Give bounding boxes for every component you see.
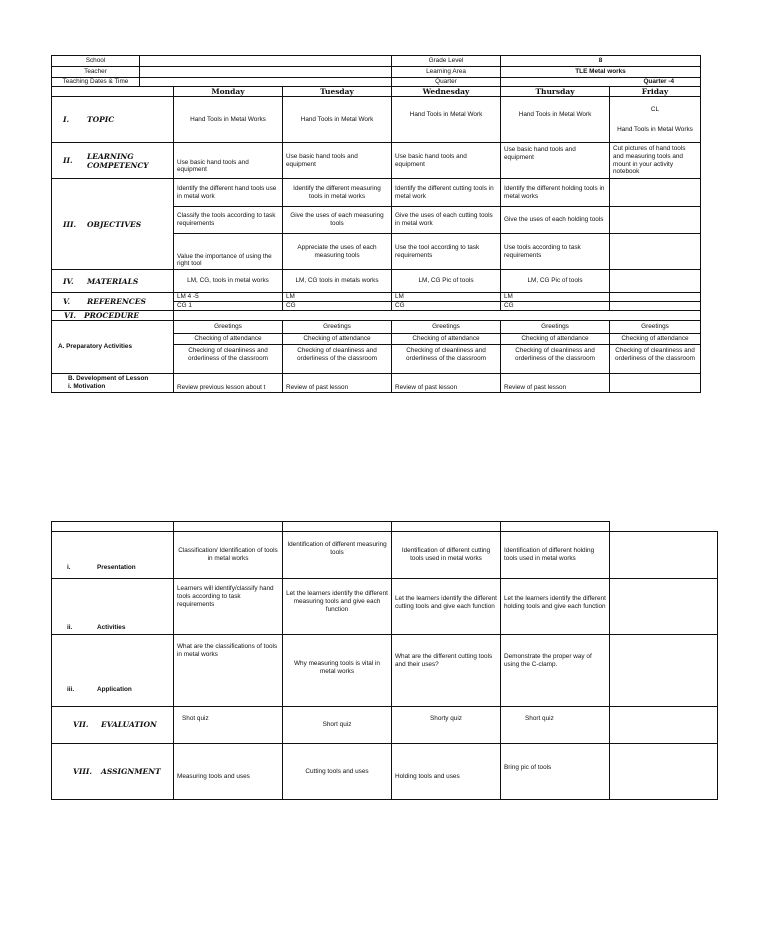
objective-1-monday: Identify the different hand tools use in metal work — [174, 179, 283, 207]
objective-3-tuesday: Appreciate the uses of each measuring tools — [283, 234, 392, 270]
cleanliness-monday: Checking of cleanliness and orderliness of the classroom — [174, 344, 283, 373]
lesson-plan-page-1 — [51, 55, 701, 393]
topic-monday: Hand Tools in Metal Works — [174, 97, 283, 143]
section-objectives: III. OBJECTIVES — [52, 179, 174, 270]
attendance-friday: Checking of attendance — [610, 333, 701, 344]
evaluation-monday: Shot quiz — [174, 707, 283, 744]
materials-thursday: LM, CG Pic of tools — [501, 270, 610, 293]
references-2-tuesday: CG — [283, 301, 392, 310]
presentation-wednesday: Identification of different cutting tools used in metal works — [392, 532, 501, 579]
section-evaluation: VII. EVALUATION — [52, 707, 174, 744]
motivation-monday: Review previous lesson about t — [174, 373, 283, 392]
assignment-friday — [610, 744, 718, 800]
references-2-friday — [610, 301, 701, 310]
materials-tuesday: LM, CG tools in metals works — [283, 270, 392, 293]
topic-wednesday: Hand Tools in Metal Work — [392, 97, 501, 143]
top-blank-4 — [392, 522, 501, 532]
activities-label: ii. Activities — [52, 579, 174, 635]
activities-monday: Learners will identify/classify hand tools according to task requirements — [174, 579, 283, 635]
objective-2-tuesday: Give the uses of each measuring tools — [283, 207, 392, 234]
grade-level-label: Grade Level — [392, 56, 501, 67]
evaluation-wednesday: Shorty quiz — [392, 707, 501, 744]
objective-2-monday: Classify the tools according to task requirements — [174, 207, 283, 234]
greetings-wednesday: Greetings — [392, 320, 501, 333]
quarter-value: Quarter -4 — [501, 78, 701, 87]
attendance-thursday: Checking of attendance — [501, 333, 610, 344]
materials-friday — [610, 270, 701, 293]
motivation-thursday: Review of past lesson — [501, 373, 610, 392]
references-1-wednesday: LM — [392, 293, 501, 302]
greetings-monday: Greetings — [174, 320, 283, 333]
presentation-label: i. Presentation — [52, 532, 174, 579]
objective-2-thursday: Give the uses of each holding tools — [501, 207, 610, 234]
section-topic: I. TOPIC — [52, 97, 174, 143]
presentation-monday: Classification/ Identification of tools in metal works — [174, 532, 283, 579]
learning-area-label: Learning Area — [392, 67, 501, 78]
section-procedure: VI. PROCEDURE — [52, 310, 174, 320]
quarter-label: Quarter — [392, 78, 501, 87]
activities-friday — [610, 579, 718, 635]
cleanliness-friday: Checking of cleanliness and orderliness of the classroom — [610, 344, 701, 373]
assignment-monday: Measuring tools and uses — [174, 744, 283, 800]
attendance-tuesday: Checking of attendance — [283, 333, 392, 344]
top-blank-5 — [501, 522, 610, 532]
dates-value — [140, 78, 392, 87]
application-monday: What are the classifications of tools in metal works — [174, 635, 283, 707]
day-tuesday: Tuesday — [283, 87, 392, 97]
motivation-friday — [610, 373, 701, 392]
activities-wednesday: Let the learners identify the different cutting tools and give each function — [392, 579, 501, 635]
competency-tuesday: Use basic hand tools and equipment — [283, 143, 392, 179]
presentation-tuesday: Identification of different measuring tools — [283, 532, 392, 579]
cleanliness-thursday: Checking of cleanliness and orderliness of the classroom — [501, 344, 610, 373]
school-value — [140, 56, 392, 67]
objective-1-thursday: Identify the different holding tools in metal works — [501, 179, 610, 207]
procedure-blank — [174, 310, 701, 320]
evaluation-thursday: Short quiz — [501, 707, 610, 744]
presentation-friday — [610, 532, 718, 579]
teacher-label: Teacher — [52, 67, 140, 78]
assignment-tuesday: Cutting tools and uses — [283, 744, 392, 800]
activities-thursday: Let the learners identify the different holding tools and give each function — [501, 579, 610, 635]
objective-3-thursday: Use tools according to task requirements — [501, 234, 610, 270]
assignment-thursday: Bring pic of tools — [501, 744, 610, 800]
references-1-monday: LM 4 -5 — [174, 293, 283, 302]
top-blank-1 — [52, 522, 174, 532]
application-friday — [610, 635, 718, 707]
cleanliness-wednesday: Checking of cleanliness and orderliness of the classroom — [392, 344, 501, 373]
section-assignment: VIII. ASSIGNMENT — [52, 744, 174, 800]
objective-2-friday — [610, 207, 701, 234]
topic-friday: CL Hand Tools in Metal Works — [610, 97, 701, 143]
motivation-wednesday: Review of past lesson — [392, 373, 501, 392]
lesson-plan-page-2 — [51, 521, 718, 800]
learning-area-value: TLE Metal works — [501, 67, 701, 78]
topic-tuesday: Hand Tools in Metal Work — [283, 97, 392, 143]
materials-wednesday: LM, CG Pic of tools — [392, 270, 501, 293]
top-blank-6 — [610, 522, 718, 532]
competency-friday: Cut pictures of hand tools and measuring tools and mount in your activity notebook — [610, 143, 701, 179]
materials-monday: LM, CG, tools in metal works — [174, 270, 283, 293]
application-tuesday: Why measuring tools is vital in metal works — [283, 635, 392, 707]
presentation-thursday: Identification of different holding tools used in metal works — [501, 532, 610, 579]
day-header-blank — [52, 87, 174, 97]
lesson-plan-table — [51, 55, 701, 393]
greetings-tuesday: Greetings — [283, 320, 392, 333]
day-monday: Monday — [174, 87, 283, 97]
school-label: School — [52, 56, 140, 67]
application-wednesday: What are the different cutting tools and their uses? — [392, 635, 501, 707]
teacher-value — [140, 67, 392, 78]
development-label: B. Development of Lesson i. Motivation — [52, 373, 174, 392]
topic-thursday: Hand Tools in Metal Work — [501, 97, 610, 143]
objective-1-tuesday: Identify the different measuring tools in metal works — [283, 179, 392, 207]
application-label: iii. Application — [52, 635, 174, 707]
references-2-monday: CG 1 — [174, 301, 283, 310]
objective-3-friday — [610, 234, 701, 270]
objective-3-wednesday: Use the tool according to task requirements — [392, 234, 501, 270]
references-1-tuesday: LM — [283, 293, 392, 302]
section-competency: II. LEARNING COMPETENCY — [52, 143, 174, 179]
day-friday: Friday — [610, 87, 701, 97]
lesson-plan-table-continued — [51, 521, 718, 800]
evaluation-friday — [610, 707, 718, 744]
day-thursday: Thursday — [501, 87, 610, 97]
section-materials: IV. MATERIALS — [52, 270, 174, 293]
competency-wednesday: Use basic hand tools and equipment — [392, 143, 501, 179]
section-references: V. REFERENCES — [52, 293, 174, 311]
evaluation-tuesday: Short quiz — [283, 707, 392, 744]
top-blank-2 — [174, 522, 283, 532]
objective-3-monday: Value the importance of using the right tool — [174, 234, 283, 270]
objective-1-wednesday: Identify the different cutting tools in metal work — [392, 179, 501, 207]
topic-friday-cl: CL — [650, 105, 660, 113]
preparatory-label: A. Preparatory Activities — [52, 320, 174, 373]
attendance-monday: Checking of attendance — [174, 333, 283, 344]
references-2-wednesday: CG — [392, 301, 501, 310]
attendance-wednesday: Checking of attendance — [392, 333, 501, 344]
greetings-thursday: Greetings — [501, 320, 610, 333]
motivation-tuesday: Review of past lesson — [283, 373, 392, 392]
greetings-friday: Greetings — [610, 320, 701, 333]
day-wednesday: Wednesday — [392, 87, 501, 97]
activities-tuesday: Let the learners identify the different measuring tools and give each function — [283, 579, 392, 635]
references-1-thursday: LM — [501, 293, 610, 302]
grade-level-value: 8 — [501, 56, 701, 67]
cleanliness-tuesday: Checking of cleanliness and orderliness of the classroom — [283, 344, 392, 373]
objective-2-wednesday: Give the uses of each cutting tools in metal work — [392, 207, 501, 234]
references-2-thursday: CG — [501, 301, 610, 310]
dates-label: Teaching Dates & Time — [52, 78, 140, 87]
assignment-wednesday: Holding tools and uses — [392, 744, 501, 800]
competency-monday: Use basic hand tools and equipment — [174, 143, 283, 179]
references-1-friday — [610, 293, 701, 302]
top-blank-3 — [283, 522, 392, 532]
objective-1-friday — [610, 179, 701, 207]
application-thursday: Demonstrate the proper way of using the C-clamp. — [501, 635, 610, 707]
competency-thursday: Use basic hand tools and equipment — [501, 143, 610, 179]
